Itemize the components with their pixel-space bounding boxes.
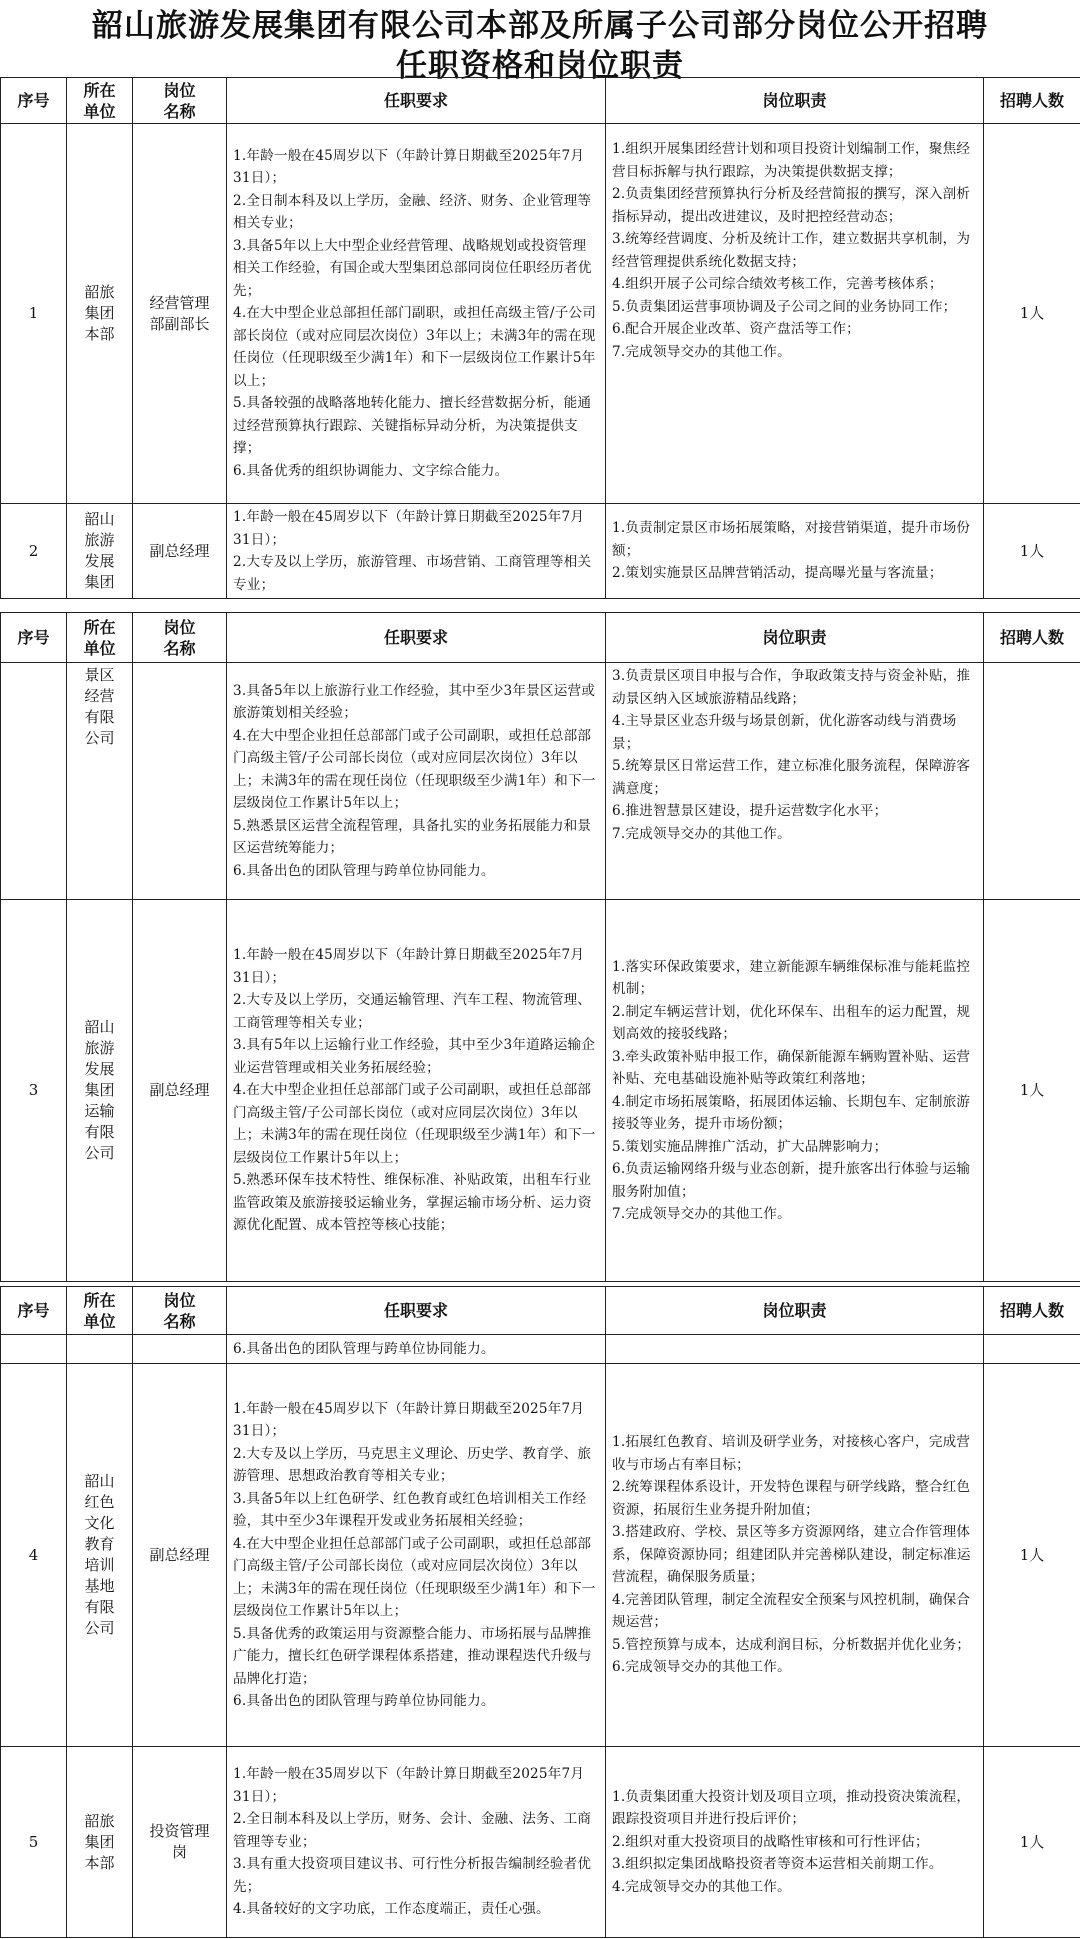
row-num bbox=[1, 1335, 67, 1364]
list-item: 6.具备出色的团队管理与跨单位协同能力。 bbox=[233, 1693, 495, 1709]
list-item: 6.具备出色的团队管理与跨单位协同能力。 bbox=[233, 862, 495, 879]
header-duty: 岗位职责 bbox=[606, 613, 984, 663]
list-item: 5.熟悉景区运营全流程管理，具备扎实的业务拓展能力和景区运营统筹能力； bbox=[233, 817, 592, 857]
header-req: 任职要求 bbox=[227, 613, 606, 663]
list-item: 2.大专及以上学历，交通运输管理、汽车工程、物流管理、工商管理等相关专业； bbox=[233, 992, 592, 1031]
row-duties bbox=[606, 1364, 984, 1747]
list-item: 2.负责集团经营预算执行分析及经营简报的撰写，深入剖析指标异动，提出改进建议，及时把控经营动态； bbox=[612, 186, 971, 225]
list-item: 2.大专及以上学历，旅游管理、市场营销、工商管理等相关专业； bbox=[233, 554, 592, 593]
table-segment-3 bbox=[0, 1286, 1080, 1938]
list-item: 1.年龄一般在45周岁以下（年龄计算日期截至2025年7月31日）； bbox=[233, 147, 585, 187]
list-item: 3.具备5年以上旅游行业工作经验，其中至少3年景区运营或旅游策划相关经验； bbox=[233, 682, 596, 722]
row-num: 2 bbox=[1, 504, 67, 599]
row-requirements bbox=[227, 504, 606, 599]
header-unit: 所在 单位 bbox=[67, 78, 133, 124]
list-item: 4.制定市场拓展策略，拓展团体运输、长期包车、定制旅游接驳等业务，提升市场份额； bbox=[612, 1093, 971, 1132]
table-row bbox=[1, 124, 1080, 504]
list-item: 5.管控预算与成本，达成利润目标，分析数据并优化业务； bbox=[612, 1636, 971, 1653]
row-num: 3 bbox=[1, 900, 67, 1282]
list-item: 6.具备出色的团队管理与跨单位协同能力。 bbox=[233, 1340, 495, 1357]
list-item: 2.统筹课程体系设计，开发特色课程与研学线路，整合红色资源，拓展衍生业务提升附加值； bbox=[612, 1479, 971, 1518]
list-item: 6.负责运输网络升级与业态创新，提升旅客出行体验与运输服务附加值； bbox=[612, 1161, 971, 1200]
list-item: 6.具备优秀的组织协调能力、文字综合能力。 bbox=[233, 462, 509, 479]
row-num bbox=[1, 663, 67, 900]
list-item: 5.统筹景区日常运营工作，建立标准化服务流程，保障游客满意度； bbox=[612, 758, 971, 797]
header-unit: 所在 单位 bbox=[67, 1287, 133, 1335]
page-title-line2: 任职资格和岗位职责 bbox=[396, 48, 684, 84]
list-item: 3.搭建政府、学校、景区等多方资源网络，建立合作管理体系，保障资源协同；组建团队并完善梯队建设，制定标准运营流程，确保服务质量； bbox=[612, 1524, 971, 1586]
list-item: 2.组织对重大投资项目的战略性审核和可行性评估； bbox=[612, 1833, 929, 1850]
header-unit: 所在 单位 bbox=[67, 613, 133, 663]
table-segment-2 bbox=[0, 612, 1080, 1282]
row-unit: 韶山 红色 文化 教育 培训 基地 有限 公司 bbox=[67, 1364, 133, 1747]
list-item: 3.具有5年以上运输行业工作经验，其中至少3年道路运输企业运营管理或相关业务拓展经验； bbox=[233, 1037, 596, 1076]
table-row bbox=[1, 1364, 1080, 1747]
list-item: 3.牵头政策补贴申报工作，确保新能源车辆购置补贴、运营补贴、充电基础设施补贴等政策红利落地； bbox=[612, 1048, 971, 1087]
list-item: 2.大专及以上学历，马克思主义理论、历史学、教育学、旅游管理、思想政治教育等相关专业； bbox=[233, 1445, 592, 1484]
list-item: 4.完成领导交办的其他工作。 bbox=[612, 1878, 791, 1895]
list-item: 5.熟悉环保车技术特性、维保标准、补贴政策，出租车行业监管政策及旅游接驳运输业务，掌握运输市场分析、运力资源优化配置、成本管控等核心技能； bbox=[233, 1172, 592, 1234]
row-duties bbox=[606, 504, 984, 599]
list-item: 6.推进智慧景区建设，提升运营数字化水平； bbox=[612, 803, 888, 819]
row-count: 1人 bbox=[984, 1747, 1080, 1938]
row-requirements bbox=[227, 1364, 606, 1747]
row-requirements bbox=[227, 1335, 606, 1364]
list-item: 5.策划实施品牌推广活动，扩大品牌影响力； bbox=[612, 1138, 888, 1155]
row-unit: 韶山 旅游 发展 集团 bbox=[67, 504, 133, 599]
header-num: 序号 bbox=[1, 1287, 67, 1335]
list-item: 1.负责集团重大投资计划及项目立项，推动投资决策流程，跟踪投资项目并进行投后评价； bbox=[612, 1788, 971, 1828]
row-unit: 韶旅 集团 本部 bbox=[67, 124, 133, 504]
header-req: 任职要求 bbox=[227, 1287, 606, 1335]
list-item: 1.组织开展集团经营计划和项目投资计划编制工作，聚焦经营目标拆解与执行跟踪，为决策提供数据支撑； bbox=[612, 141, 971, 180]
row-count: 1人 bbox=[984, 504, 1080, 599]
header-req: 任职要求 bbox=[227, 78, 606, 124]
list-item: 2.全日制本科及以上学历，金融、经济、财务、企业管理等相关专业； bbox=[233, 192, 592, 232]
list-item: 4.具备较好的文字功底，工作态度端正，责任心强。 bbox=[233, 1901, 550, 1918]
table-header-row bbox=[1, 613, 1080, 663]
list-item: 4.组织开展子公司综合绩效考核工作，完善考核体系； bbox=[612, 276, 943, 292]
header-pos: 岗位 名称 bbox=[133, 613, 227, 663]
header-cnt: 招聘人数 bbox=[984, 1287, 1080, 1335]
list-item: 7.完成领导交办的其他工作。 bbox=[612, 343, 791, 360]
row-duties bbox=[606, 663, 984, 900]
row-unit: 韶山 旅游 发展 集团 运输 有限 公司 bbox=[67, 900, 133, 1282]
list-item: 1.年龄一般在45周岁以下（年龄计算日期截至2025年7月31日）； bbox=[233, 509, 585, 548]
list-item: 6.配合开展企业改革、资产盘活等工作； bbox=[612, 321, 860, 337]
row-position bbox=[133, 663, 227, 900]
row-requirements bbox=[227, 663, 606, 900]
row-count bbox=[984, 1335, 1080, 1364]
row-count bbox=[984, 663, 1080, 900]
row-duties bbox=[606, 1335, 984, 1364]
list-item: 1.年龄一般在35周岁以下（年龄计算日期截至2025年7月31日）； bbox=[233, 1766, 585, 1805]
row-count: 1人 bbox=[984, 124, 1080, 504]
list-item: 2.策划实施景区品牌营销活动，提高曝光量与客流量； bbox=[612, 565, 943, 582]
list-item: 1.落实环保政策要求，建立新能源车辆维保标准与能耗监控机制； bbox=[612, 958, 971, 997]
row-position: 副总经理 bbox=[133, 900, 227, 1282]
list-item: 3.负责景区项目申报与合作，争取政策支持与资金补贴，推动景区纳入区域旅游精品线路； bbox=[612, 668, 971, 707]
table-row bbox=[1, 663, 1080, 900]
row-requirements bbox=[227, 124, 606, 504]
row-position: 经营管理 部副部长 bbox=[133, 124, 227, 504]
list-item: 4.在大中型企业担任总部部门或子公司副职，或担任总部部门高级主管/子公司部长岗位（或对应同层次岗位）3年以上；未满3年的需在现任岗位（任现职级至少满1年）和下一层级岗位工作累计5年以上； bbox=[233, 727, 596, 812]
table-segment-1 bbox=[0, 77, 1080, 599]
list-item: 4.完善团队管理，制定全流程安全预案与风控机制，确保合规运营； bbox=[612, 1591, 971, 1631]
list-item: 3.具备5年以上大中型企业经营管理、战略规划或投资管理相关工作经验，有国企或大型集团总部同岗位任职经历者优先； bbox=[233, 237, 592, 299]
row-requirements bbox=[227, 900, 606, 1282]
list-item: 3.组织拟定集团战略投资者等资本运营相关前期工作。 bbox=[612, 1856, 943, 1873]
list-item: 3.具备5年以上红色研学、红色教育或红色培训相关工作经验，其中至少3年课程开发或业务拓展相关经验； bbox=[233, 1490, 587, 1529]
table-row bbox=[1, 1747, 1080, 1938]
row-position: 副总经理 bbox=[133, 1364, 227, 1747]
row-num: 4 bbox=[1, 1364, 67, 1747]
list-item: 4.在大中型企业担任总部部门或子公司副职，或担任总部部门高级主管/子公司部长岗位（或对应同层次岗位）3年以上；未满3年的需在现任岗位（任现职级至少满1年）和下一层级岗位工作累计5年以上； bbox=[233, 1535, 596, 1619]
row-count: 1人 bbox=[984, 1364, 1080, 1747]
list-item: 6.完成领导交办的其他工作。 bbox=[612, 1659, 791, 1676]
list-item: 3.统筹经营调度、分析及统计工作，建立数据共享机制，为经营管理提供系统化数据支持； bbox=[612, 231, 971, 270]
list-item: 3.具有重大投资项目建议书、可行性分析报告编制经验者优先； bbox=[233, 1856, 592, 1895]
row-position bbox=[133, 1335, 227, 1364]
list-item: 5.负责集团运营事项协调及子公司之间的业务协同工作； bbox=[612, 298, 957, 315]
header-pos: 岗位 名称 bbox=[133, 1287, 227, 1335]
list-item: 4.在大中型企业总部担任部门副职，或担任高级主管/子公司部长岗位（或对应同层次岗位）3年以上；未满3年的需在现任岗位（任现职级至少满1年）和下一层级岗位工作累计5年以上； bbox=[233, 305, 596, 389]
row-num: 1 bbox=[1, 124, 67, 504]
row-unit: 韶旅 集团 本部 bbox=[67, 1747, 133, 1938]
list-item: 4.主导景区业态升级与场景创新，优化游客动线与消费场景； bbox=[612, 713, 957, 752]
row-num: 5 bbox=[1, 1747, 67, 1938]
list-item: 1.拓展红色教育、培训及研学业务，对接核心客户，完成营收与市场占有率目标； bbox=[612, 1434, 971, 1473]
row-duties bbox=[606, 1747, 984, 1938]
list-item: 7.完成领导交办的其他工作。 bbox=[612, 1206, 791, 1222]
table-row bbox=[1, 900, 1080, 1282]
row-duties bbox=[606, 900, 984, 1282]
list-item: 1.负责制定景区市场拓展策略，对接营销渠道，提升市场份额； bbox=[612, 520, 971, 559]
table-row bbox=[1, 504, 1080, 599]
header-num: 序号 bbox=[1, 613, 67, 663]
row-position: 副总经理 bbox=[133, 504, 227, 599]
row-requirements bbox=[227, 1747, 606, 1938]
row-unit: 景区 经营 有限 公司 bbox=[67, 663, 133, 900]
page-title-line1: 韶山旅游发展集团有限公司本部及所属子公司部分岗位公开招聘 bbox=[92, 8, 988, 44]
header-duty: 岗位职责 bbox=[606, 78, 984, 124]
header-duty: 岗位职责 bbox=[606, 1287, 984, 1335]
table-header-row bbox=[1, 1287, 1080, 1335]
row-count: 1人 bbox=[984, 900, 1080, 1282]
table-row bbox=[1, 1335, 1080, 1364]
header-cnt: 招聘人数 bbox=[984, 613, 1080, 663]
list-item: 2.全日制本科及以上学历，财务、会计、金融、法务、工商管理等专业； bbox=[233, 1811, 592, 1850]
list-item: 1.年龄一般在45周岁以下（年龄计算日期截至2025年7月31日）； bbox=[233, 947, 585, 986]
list-item: 1.年龄一般在45周岁以下（年龄计算日期截至2025年7月31日）； bbox=[233, 1400, 585, 1439]
header-num: 序号 bbox=[1, 78, 67, 124]
row-duties bbox=[606, 124, 984, 504]
header-cnt: 招聘人数 bbox=[984, 78, 1080, 124]
header-pos: 岗位 名称 bbox=[133, 78, 227, 124]
list-item: 5.具备较强的战略落地转化能力、擅长经营数据分析，能通过经营预算执行跟踪、关键指标异动分析，为决策提供支撑； bbox=[233, 395, 592, 457]
list-item: 5.具备优秀的政策运用与资源整合能力、市场拓展与品牌推广能力，擅长红色研学课程体系搭建，推动课程迭代升级与品牌化打造； bbox=[233, 1625, 592, 1687]
row-position: 投资管理 岗 bbox=[133, 1747, 227, 1938]
table-header-row bbox=[1, 78, 1080, 124]
row-unit bbox=[67, 1335, 133, 1364]
list-item: 7.完成领导交办的其他工作。 bbox=[612, 825, 791, 842]
list-item: 2.制定车辆运营计划，优化环保车、出租车的运力配置，规划高效的接驳线路； bbox=[612, 1003, 971, 1042]
list-item: 4.在大中型企业担任总部部门或子公司副职，或担任总部部门高级主管/子公司部长岗位（或对应同层次岗位）3年以上；未满3年的需在现任岗位（任现职级至少满1年）和下一层级岗位工作累计5年以上； bbox=[233, 1082, 596, 1166]
